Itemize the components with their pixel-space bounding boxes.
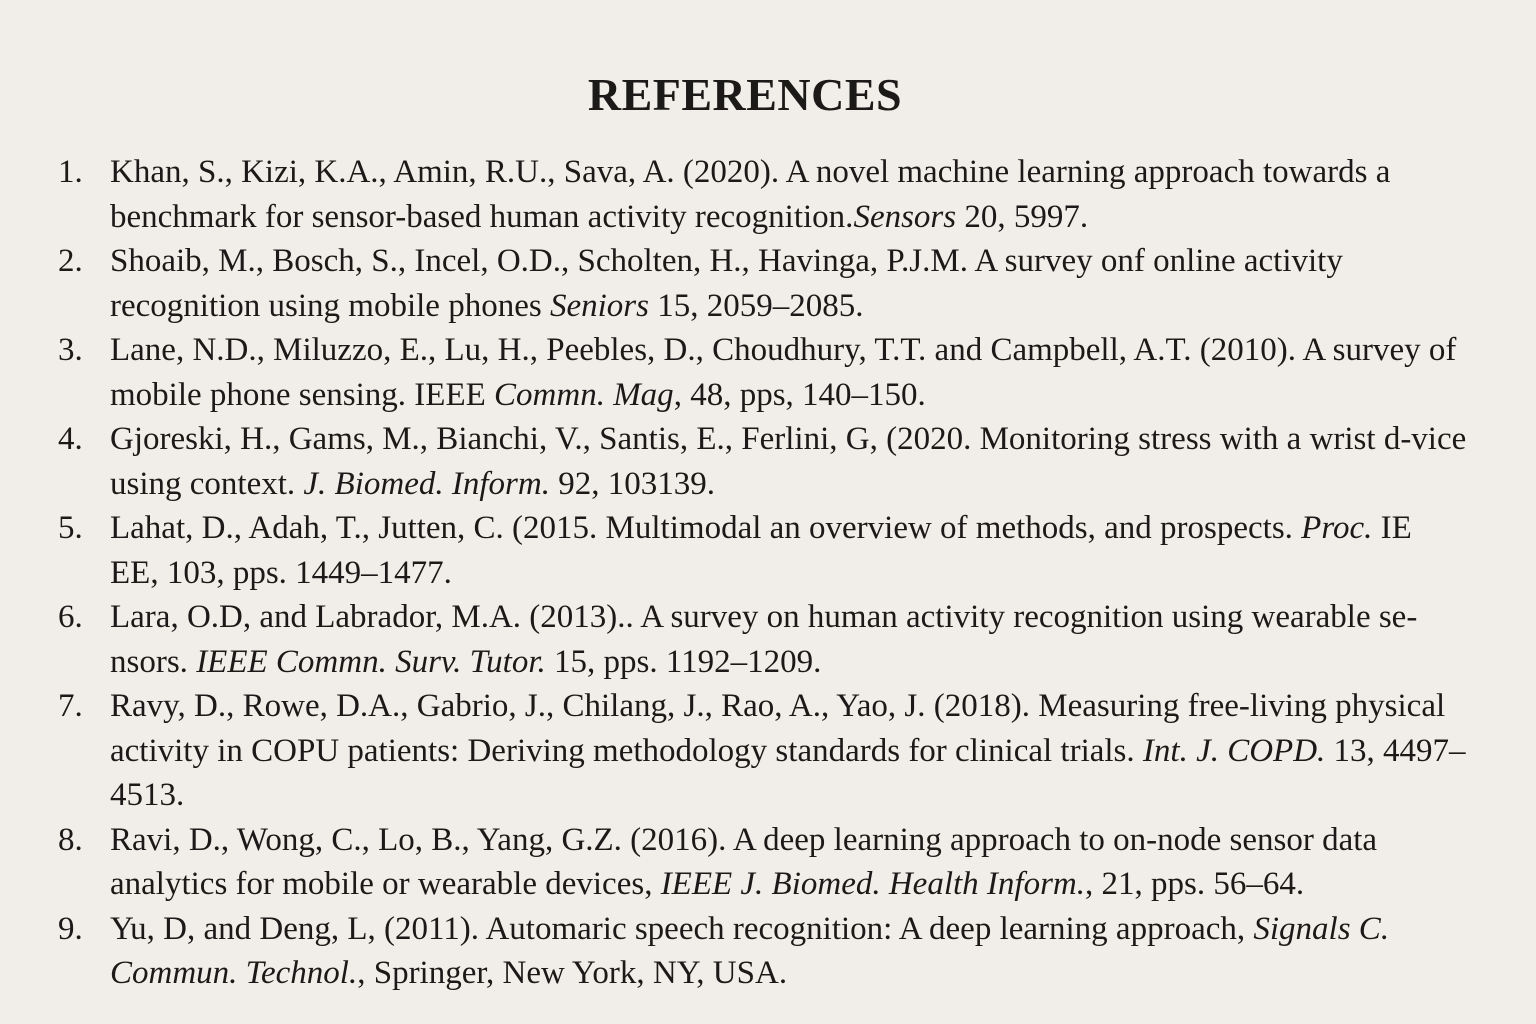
reference-number: 8.	[58, 821, 83, 858]
reference-citation: Yu, D, and Deng, L, (2011). Automaric speech recognition: A deep learning approach,	[110, 910, 1254, 947]
reference-text	[110, 684, 1468, 818]
reference-item	[58, 684, 1468, 818]
reference-number: 2.	[58, 243, 83, 279]
reference-number: 3.	[58, 332, 83, 368]
page-title: REFERENCES	[587, 69, 903, 120]
reference-journal: Seniors	[549, 287, 649, 324]
reference-journal: Signals C. Commun. Technol.	[110, 910, 1390, 991]
reference-text	[110, 506, 1468, 595]
reference-volume-pages: 92, 103139.	[549, 465, 715, 502]
reference-volume-pages: , 48, pps, 140–150.	[673, 376, 926, 413]
reference-citation: Shoaib, M., Bosch, S., Incel, O.D., Scholten, H., Havinga, P.J.M. A survey onf online activity recognition using mobile phones	[110, 243, 1343, 324]
reference-journal: Commn. Mag	[494, 376, 674, 413]
reference-text	[110, 818, 1468, 907]
reference-text	[110, 239, 1468, 328]
reference-item	[58, 818, 1468, 907]
reference-item	[58, 417, 1468, 506]
reference-text	[110, 150, 1468, 239]
reference-citation: Gjoreski, H., Gams, M., Bianchi, V., Santis, E., Ferlini, G, (2020. Monitoring stress with a wrist d-vice using context.	[110, 421, 1467, 502]
reference-volume-pages: 15, pps. 1192–1209.	[545, 643, 822, 680]
reference-citation: Ravi, D., Wong, C., Lo, B., Yang, G.Z. (2016). A deep learning approach to on-node sensor data analytics for mobile or wearable devices,	[110, 821, 1378, 902]
reference-citation: Ravy, D., Rowe, D.A., Gabrio, J., Chilang, J., Rao, A., Yao, J. (2018). Measuring free-living physical activity in COPU patients: Deriving methodology standards for clinical trials.	[110, 688, 1446, 769]
reference-list	[58, 150, 1468, 996]
reference-volume-pages: , Springer, New York, NY, USA.	[357, 955, 788, 991]
reference-text	[110, 595, 1468, 684]
reference-item	[58, 907, 1468, 996]
reference-item	[58, 595, 1468, 684]
reference-volume-pages: , 21, pps. 56–64.	[1085, 866, 1305, 902]
reference-number: 1.	[58, 154, 83, 190]
reference-volume-pages: IE EE, 103, pps. 1449–1477.	[110, 510, 1412, 591]
reference-journal: J. Biomed. Inform.	[303, 465, 550, 502]
reference-item	[58, 239, 1468, 328]
reference-number: 4.	[58, 421, 83, 457]
reference-item	[58, 150, 1468, 239]
reference-journal: Proc.	[1301, 510, 1373, 546]
reference-citation: Lane, N.D., Miluzzo, E., Lu, H., Peebles, D., Choudhury, T.T. and Campbell, A.T. (2010). A survey of mobile phone sensing. IEEE	[110, 332, 1457, 413]
reference-text	[110, 417, 1468, 506]
reference-number: 5.	[58, 510, 83, 546]
reference-journal: Sensors	[853, 198, 957, 235]
reference-journal: IEEE J. Biomed. Health Inform.	[660, 866, 1085, 902]
reference-number: 7.	[58, 688, 83, 724]
reference-journal: IEEE Commn. Surv. Tutor.	[196, 643, 546, 680]
reference-journal: Int. J. COPD.	[1142, 732, 1326, 769]
reference-number: 6.	[58, 599, 83, 635]
reference-volume-pages: 20, 5997.	[956, 198, 1089, 235]
reference-text	[110, 907, 1468, 996]
reference-number: 9.	[58, 910, 83, 947]
reference-item	[58, 328, 1468, 417]
reference-item	[58, 506, 1468, 595]
reference-volume-pages: 13, 4497–4513.	[110, 732, 1466, 813]
reference-volume-pages: 15, 2059–2085.	[648, 287, 864, 324]
reference-citation: Khan, S., Kizi, K.A., Amin, R.U., Sava, A. (2020). A novel machine learning approach towards a benchmark for sensor-based human activity recognition.	[110, 154, 1391, 235]
reference-text	[110, 328, 1468, 417]
reference-citation: Lara, O.D, and Labrador, M.A. (2013).. A survey on human activity recognition using wearable se-nsors.	[110, 599, 1418, 680]
reference-citation: Lahat, D., Adah, T., Jutten, C. (2015. Multimodal an overview of methods, and prospects.	[110, 510, 1302, 546]
